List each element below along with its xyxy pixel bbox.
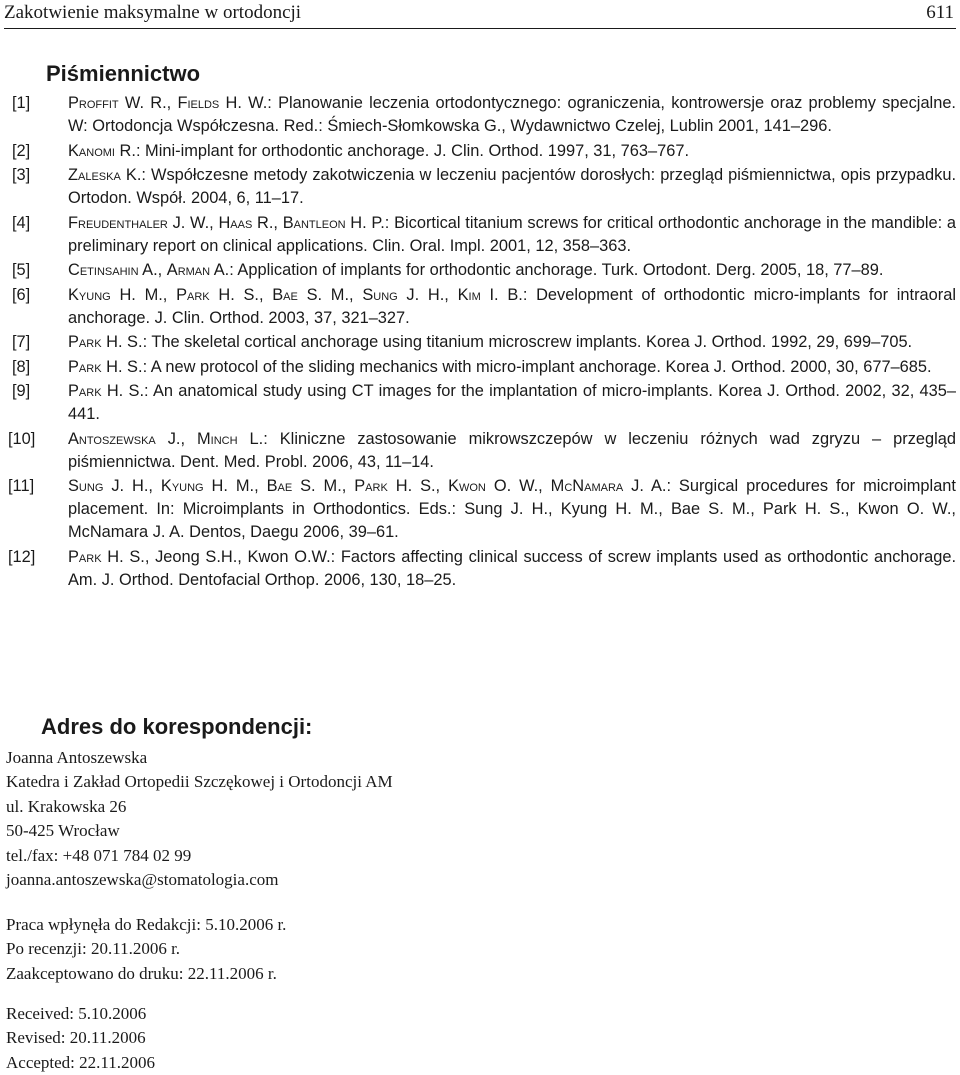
reference-body: [68, 214, 956, 255]
references-heading: Piśmiennictwo: [46, 61, 201, 86]
reference-citation: : A new protocol of the sliding mechanics with micro-implant anchorage. Korea J. Orthod. 2000, 30, 677–685.: [142, 357, 932, 376]
author-initials: H. S.,: [209, 285, 273, 304]
reference-number: [9]: [12, 382, 31, 400]
correspondence-address: [6, 746, 393, 892]
reference-body: [68, 333, 912, 351]
author-initials: K.: [120, 166, 142, 184]
reference-body: [68, 286, 956, 327]
date-revised-pl: Po recenzji: 20.11.2006 r.: [6, 939, 181, 959]
reference-number: [4]: [12, 213, 31, 232]
author-surname: Bae: [266, 477, 293, 495]
reference-item: [8, 212, 956, 258]
reference-item: [8, 546, 956, 592]
date-accepted-en: Accepted: 22.11.2006: [6, 1052, 156, 1072]
author-initials: H. S., Jeong S.H., Kwon O.W.: [101, 547, 331, 566]
author-initials: A.: [210, 261, 230, 279]
reference-citation: : Kliniczne zastosowanie mikrowszczepów w leczeniu różnych wad zgryzu – przegląd piśmiennictwa. Dent. Med. Probl. 2006, 43, 11–14.: [68, 429, 956, 471]
author-surname: Bantleon: [282, 213, 346, 232]
author-surname: Kyung: [160, 477, 204, 495]
author-surname: Minch: [197, 429, 238, 448]
author-initials: R.: [115, 141, 136, 160]
reference-citation: : Współczesne metody zakotwiczenia w leczeniu pacjentów dorosłych: przegląd piśmiennictwa, opis przypadku. Ortodon. Współ. 2004, 6, 11–17.: [68, 166, 956, 207]
reference-item: [8, 331, 956, 354]
author-surname: Bae: [272, 285, 298, 304]
author-initials: J. H.,: [103, 477, 161, 495]
author-surname: Park: [68, 333, 102, 351]
author-initials: R.,: [252, 213, 283, 232]
author-initials: H. S.: [101, 357, 143, 376]
correspondence-department: Katedra i Zakład Ortopedii Szczękowej i Ortodoncji AM: [6, 772, 393, 792]
author-surname: Freudenthaler: [68, 213, 168, 232]
author-initials: J.,: [155, 429, 198, 448]
author-initials: S. M.,: [292, 477, 355, 495]
reference-number: [12]: [8, 547, 36, 566]
reference-citation: : Planowanie leczenia ortodontycznego: ograniczenia, kontrowersje oraz problemy specjalne. W: Ortodoncja Współczesna. Red.: Śmiech-Słomkowska G., Wydawnictwo Czelej, Lublin 2001, 141–296.: [68, 94, 956, 135]
reference-item: [8, 259, 956, 282]
running-header: [4, 0, 956, 29]
author-surname: Park: [176, 285, 210, 304]
reference-item: [8, 356, 956, 379]
author-initials: H. S.,: [387, 477, 449, 495]
author-surname: Fields: [177, 94, 220, 112]
author-initials: J. W.,: [167, 213, 219, 232]
reference-body: [68, 548, 956, 589]
author-surname: Zaleska: [68, 166, 121, 184]
reference-item: [8, 475, 956, 544]
author-surname: Sung: [68, 477, 104, 495]
author-initials: J. A.: [623, 477, 667, 495]
author-surname: McNamara: [550, 477, 624, 495]
author-initials: H. W.: [219, 94, 268, 112]
reference-item: [8, 164, 956, 210]
author-surname: Kwon: [448, 477, 486, 495]
date-revised-en: Revised: 20.11.2006: [6, 1028, 146, 1048]
author-initials: I. B.: [480, 285, 523, 304]
reference-item: [8, 92, 956, 138]
author-initials: A.,: [138, 261, 167, 279]
author-surname: Park: [354, 477, 388, 495]
submission-dates-en: [6, 1002, 155, 1075]
author-surname: Proffit: [68, 94, 119, 112]
author-initials: J. H.,: [397, 285, 458, 304]
reference-number: [7]: [12, 333, 31, 351]
reference-number: [3]: [12, 166, 31, 184]
author-initials: L.: [237, 429, 264, 448]
running-title: Zakotwienie maksymalne w ortodoncji: [4, 2, 302, 23]
reference-number: [11]: [8, 477, 35, 495]
reference-number: [6]: [12, 285, 31, 304]
reference-body: [68, 94, 956, 135]
reference-body: [68, 261, 883, 279]
date-received-pl: Praca wpłynęła do Redakcji: 5.10.2006 r.: [6, 915, 287, 934]
author-initials: H. S.: [101, 333, 143, 351]
correspondence-city: 50-425 Wrocław: [6, 821, 120, 841]
correspondence-phone: tel./fax: +48 071 784 02 99: [6, 845, 192, 865]
author-initials: H. P.: [345, 213, 385, 232]
reference-citation: : An anatomical study using CT images for the implantation of micro-implants. Korea J. Orthod. 2002, 32, 435–441.: [68, 382, 956, 423]
author-surname: Haas: [218, 213, 253, 232]
author-surname: Sung: [362, 285, 398, 304]
reference-citation: : Mini-implant for orthodontic anchorage. J. Clin. Orthod. 1997, 31, 763–767.: [135, 141, 690, 160]
author-initials: H. S.: [101, 382, 145, 400]
correspondence-street: ul. Krakowska 26: [6, 796, 127, 816]
reference-body: [68, 358, 932, 376]
correspondence-email: joanna.antoszewska@stomatologia.com: [6, 870, 279, 890]
correspondence-heading: Adres do korespondencji:: [41, 714, 313, 739]
author-surname: Park: [68, 547, 102, 566]
reference-body: [68, 382, 956, 423]
author-initials: H. M.,: [110, 285, 177, 304]
reference-number: [1]: [12, 94, 31, 112]
submission-dates-pl: [6, 913, 286, 986]
correspondence-name: Joanna Antoszewska: [6, 748, 148, 767]
author-surname: Cetinsahin: [68, 261, 139, 279]
reference-citation: : Development of orthodontic micro-implants for intraoral anchorage. J. Clin. Orthod. 2003, 37, 321–327.: [68, 285, 956, 327]
author-initials: O. W.,: [485, 477, 551, 495]
reference-item: [8, 428, 956, 474]
author-surname: Park: [68, 382, 102, 400]
page-number: 611: [926, 2, 954, 23]
author-surname: Kim: [457, 285, 481, 304]
reference-citation: : The skeletal cortical anchorage using titanium microscrew implants. Korea J. Orthod. 1992, 29, 699–705.: [142, 333, 913, 351]
author-surname: Park: [68, 357, 102, 376]
reference-number: [2]: [12, 141, 31, 160]
author-initials: H. M.,: [203, 477, 267, 495]
author-initials: W. R.,: [118, 94, 178, 112]
reference-item: [8, 140, 956, 163]
date-received-en: Received: 5.10.2006: [6, 1004, 147, 1023]
author-surname: Kyung: [68, 285, 111, 304]
author-surname: Kanomi: [68, 141, 115, 160]
reference-number: [5]: [12, 261, 31, 279]
reference-body: [68, 477, 956, 541]
author-surname: Antoszewska: [68, 429, 156, 448]
reference-citation: : Bicortical titanium screws for critical orthodontic anchorage in the mandible: a preliminary report on clinical applications. Clin. Oral. Impl. 2001, 12, 358–363.: [68, 213, 956, 255]
reference-citation: : Application of implants for orthodontic anchorage. Turk. Ortodont. Derg. 2005, 18, 77–89.: [229, 261, 884, 279]
date-accepted-pl: Zaakceptowano do druku: 22.11.2006 r.: [6, 963, 277, 983]
reference-citation: : Factors affecting clinical success of screw implants used as orthodontic anchorage. Am. J. Orthod. Dentofacial Orthop. 2006, 130, 18–25.: [68, 547, 956, 589]
reference-item: [8, 284, 956, 330]
reference-number: [10]: [8, 429, 36, 448]
reference-body: [68, 166, 956, 207]
reference-citation: : Surgical procedures for microimplant placement. In: Microimplants in Orthodontics. Eds.: Sung J. H., Kyung H. M., Bae S. M., Park H. S., Kwon O. W., McNamara J. A. Dentos, Daegu 2006, 39–61.: [68, 477, 956, 541]
author-surname: Arman: [166, 261, 211, 279]
reference-body: [68, 142, 689, 160]
reference-list: [8, 92, 956, 593]
author-initials: S. M.,: [297, 285, 363, 304]
reference-number: [8]: [12, 357, 31, 376]
reference-item: [8, 380, 956, 426]
reference-body: [68, 430, 956, 471]
